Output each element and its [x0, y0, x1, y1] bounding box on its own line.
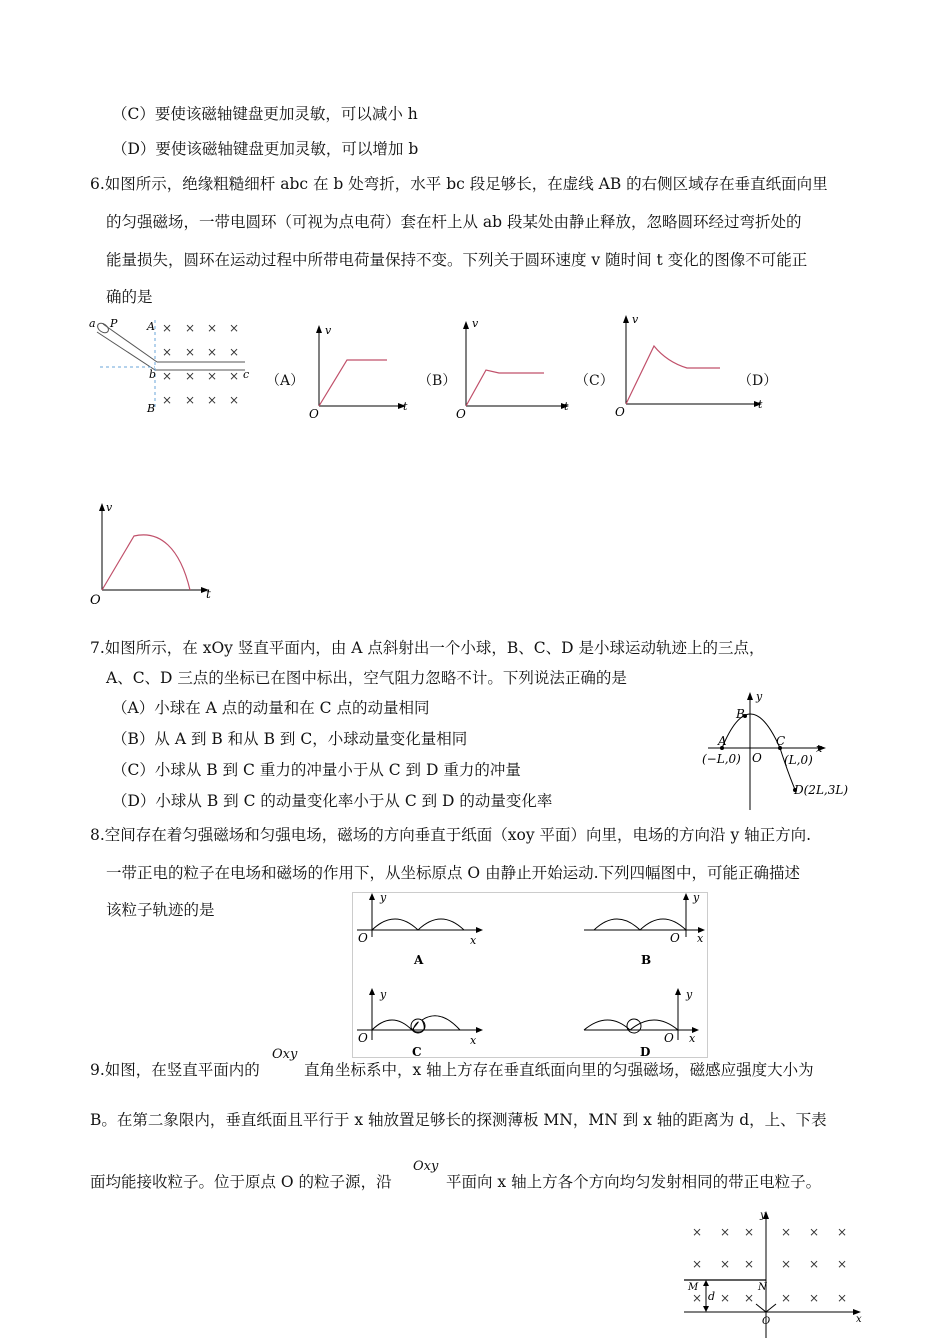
q6-rod-figure — [85, 312, 255, 417]
coord-a: (−L,0) — [702, 752, 741, 766]
svg-text:y: y — [686, 988, 693, 1001]
svg-text:O: O — [664, 1031, 674, 1045]
svg-text:×: × — [229, 369, 240, 383]
label-a-upper: A — [147, 320, 155, 333]
svg-text:×: × — [837, 1225, 848, 1239]
label-d: d — [708, 1290, 716, 1303]
oxy-math-1: Oxy — [272, 1047, 298, 1062]
origin-o: O — [762, 1316, 771, 1327]
svg-text:x: x — [697, 932, 704, 945]
svg-text:×: × — [781, 1291, 792, 1305]
axis-v: v — [325, 324, 332, 337]
origin-o: O — [615, 405, 625, 419]
svg-text:y: y — [760, 1210, 766, 1221]
point-a: A — [718, 734, 727, 748]
axis-t: t — [206, 587, 211, 601]
svg-text:×: × — [692, 1257, 703, 1271]
svg-text:×: × — [207, 321, 218, 335]
point-c: C — [776, 734, 786, 748]
svg-text:×: × — [185, 369, 196, 383]
label-b: b — [149, 368, 157, 381]
q8-label-c: C — [412, 1045, 422, 1059]
q6-graph-a — [305, 322, 408, 422]
svg-text:x: x — [470, 1034, 477, 1047]
q9-line-2: B。在第二象限内，垂直纸面且平行于 x 轴放置足够长的探测薄板 MN，MN 到 x 轴的距离为 d，上、下表 — [90, 1111, 827, 1129]
q9-magnetic-crosses — [692, 1225, 847, 1305]
q7-option-a: （A）小球在 A 点的动量和在 C 点的动量相同 — [112, 699, 430, 717]
q6-graph-c — [612, 312, 767, 422]
svg-text:×: × — [744, 1225, 755, 1239]
q8-line-1: 8.空间存在着匀强磁场和匀强电场，磁场的方向垂直于纸面（xoy 平面）向里，电场的方向沿 y 轴正方向. — [90, 826, 812, 844]
svg-text:O: O — [670, 931, 680, 945]
q9-field-figure — [680, 1208, 870, 1342]
svg-text:×: × — [720, 1225, 731, 1239]
svg-text:×: × — [185, 345, 196, 359]
svg-text:×: × — [207, 345, 218, 359]
svg-text:×: × — [744, 1291, 755, 1305]
axis-v: v — [472, 317, 479, 330]
svg-text:×: × — [207, 393, 218, 407]
svg-text:×: × — [837, 1257, 848, 1271]
q6-option-d-label: （D） — [738, 373, 778, 389]
axis-t: t — [564, 400, 569, 413]
origin-o: O — [90, 593, 101, 608]
svg-text:x: x — [689, 1032, 696, 1045]
svg-text:×: × — [837, 1291, 848, 1305]
q9-line-3-pre: 面均能接收粒子。位于原点 O 的粒子源，沿 — [90, 1173, 392, 1191]
svg-text:×: × — [185, 321, 196, 335]
q9-line-3-post: 平面向 x 轴上方各个方向均匀发射相同的带正电粒子。 — [446, 1173, 822, 1191]
q6-graph-d — [88, 500, 218, 610]
q8-label-d: D — [640, 1045, 651, 1059]
svg-text:×: × — [720, 1291, 731, 1305]
svg-text:×: × — [162, 369, 173, 383]
svg-text:×: × — [720, 1257, 731, 1271]
label-p: P — [110, 317, 118, 330]
svg-text:×: × — [809, 1257, 820, 1271]
q8-graph-c — [357, 988, 483, 1059]
q7-option-b: （B）从 A 到 B 和从 B 到 C，小球动量变化量相同 — [112, 730, 468, 748]
q7-option-c: （C）小球从 B 到 C 重力的冲量小于从 C 到 D 重力的冲量 — [112, 761, 521, 779]
svg-text:×: × — [809, 1291, 820, 1305]
svg-text:×: × — [162, 321, 173, 335]
q8-line-2: 一带正电的粒子在电场和磁场的作用下，从坐标原点 O 由静止开始运动.下列四幅图中，可能正确描述 — [106, 864, 800, 882]
q6-option-c-label: （C） — [575, 373, 614, 389]
svg-text:×: × — [744, 1257, 755, 1271]
axis-x: x — [816, 742, 823, 755]
q6-line-1: 6.如图所示，绝缘粗糙细杆 abc 在 b 处弯折，水平 bc 段足够长，在虚线 AB 的右侧区域存在垂直纸面向里 — [90, 175, 828, 193]
svg-text:y: y — [380, 891, 387, 904]
magnetic-field-crosses — [162, 321, 239, 407]
point-b: B — [736, 707, 745, 721]
label-m: M — [688, 1282, 699, 1293]
svg-text:y: y — [380, 988, 387, 1001]
q6-line-2: 的匀强磁场，一带电圆环（可视为点电荷）套在杆上从 ab 段某处由静止释放，忽略圆环经过弯折处的 — [106, 213, 802, 231]
axis-t: t — [758, 398, 763, 411]
q6-line-3: 能量损失，圆环在运动过程中所带电荷量保持不变。下列关于圆环速度 v 随时间 t 变化的图像不可能正 — [106, 251, 808, 269]
q8-graph-d — [584, 988, 699, 1059]
q7-option-d: （D）小球从 B 到 C 的动量变化率小于从 C 到 D 的动量变化率 — [112, 792, 553, 810]
q8-graph-a — [357, 891, 483, 967]
svg-text:O: O — [358, 1031, 368, 1045]
axis-v: v — [106, 501, 113, 514]
svg-text:O: O — [358, 931, 368, 945]
q8-line-3: 该粒子轨迹的是 — [106, 901, 215, 919]
oxy-math-2: Oxy — [413, 1159, 439, 1174]
svg-text:×: × — [229, 393, 240, 407]
option-c-line: （C）要使该磁轴键盘更加灵敏，可以减小 h — [112, 105, 418, 123]
q8-label-b: B — [641, 953, 652, 967]
svg-text:×: × — [185, 393, 196, 407]
axis-v: v — [632, 313, 639, 326]
origin-o: O — [309, 407, 319, 421]
q8-graph-b — [584, 891, 705, 967]
svg-text:×: × — [162, 345, 173, 359]
label-a: a — [89, 317, 96, 330]
origin-o: O — [752, 751, 762, 765]
svg-text:y: y — [693, 891, 700, 904]
svg-text:×: × — [781, 1225, 792, 1239]
q8-trajectory-figure — [352, 892, 708, 1058]
q8-label-a: A — [414, 953, 424, 967]
axis-t: t — [403, 400, 408, 413]
svg-text:×: × — [781, 1257, 792, 1271]
q9-line-1-pre: 9.如图，在竖直平面内的 — [90, 1061, 260, 1079]
coord-c: (L,0) — [784, 753, 813, 767]
svg-text:×: × — [809, 1225, 820, 1239]
svg-text:×: × — [692, 1225, 703, 1239]
svg-text:×: × — [162, 393, 173, 407]
option-d-line: （D）要使该磁轴键盘更加灵敏，可以增加 b — [112, 140, 419, 158]
svg-text:x: x — [470, 934, 477, 947]
q6-graph-b — [452, 318, 572, 422]
axis-y: y — [756, 690, 763, 703]
q7-trajectory-figure — [700, 688, 870, 813]
q7-line-2: A、C、D 三点的坐标已在图中标出，空气阻力忽略不计。下列说法正确的是 — [106, 669, 627, 687]
svg-text:×: × — [207, 369, 218, 383]
label-c: c — [243, 368, 250, 381]
q6-option-b-label: （B） — [418, 373, 457, 389]
particle-source-rays — [756, 1302, 776, 1312]
q9-line-1-post: 直角坐标系中，x 轴上方存在垂直纸面向里的匀强磁场，磁感应强度大小为 — [304, 1061, 814, 1079]
label-b-upper: B — [147, 402, 156, 415]
q7-line-1: 7.如图所示，在 xOy 竖直平面内，由 A 点斜射出一个小球，B、C、D 是小球运动轨迹上的三点， — [90, 639, 765, 657]
label-n: N — [758, 1282, 767, 1293]
origin-o: O — [456, 407, 466, 421]
svg-text:x: x — [856, 1314, 862, 1325]
svg-text:×: × — [692, 1291, 703, 1305]
coord-d: D(2L,3L) — [794, 783, 849, 797]
svg-text:×: × — [229, 321, 240, 335]
q6-line-4: 确的是 — [106, 288, 153, 306]
q6-option-a-label: （A） — [266, 373, 305, 389]
svg-text:×: × — [229, 345, 240, 359]
